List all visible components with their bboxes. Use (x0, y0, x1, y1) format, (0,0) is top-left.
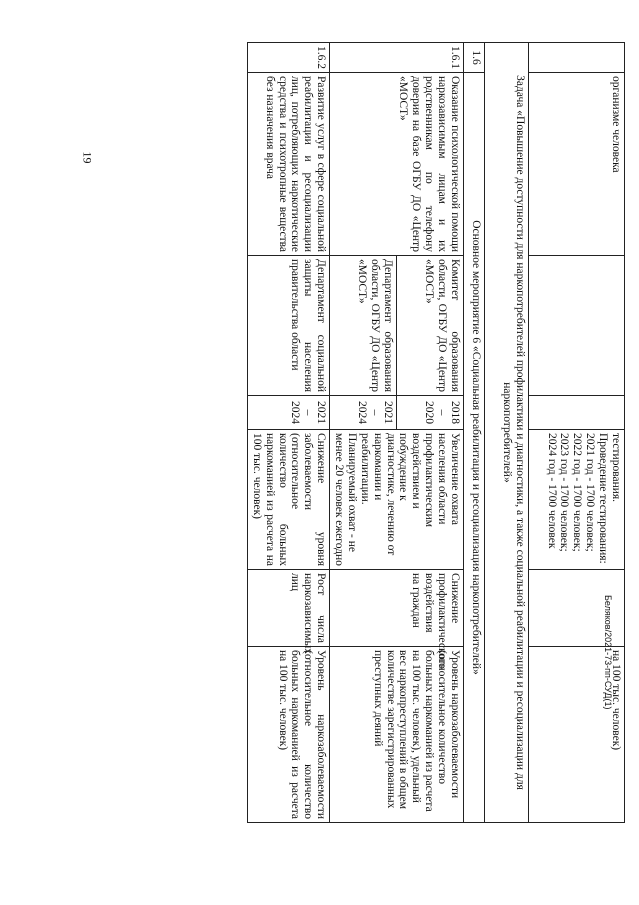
cell-result: тестирования. Проведение тестирования: 2021 год - 1700 человек; 2022 год - 1700 человек; 2023 год - 1700 человек; 2024 год - 1700 человек (529, 430, 625, 570)
table-row (529, 43, 625, 823)
cell-num (529, 43, 625, 73)
page-number: 19 (80, 151, 95, 164)
cell-effect (529, 570, 625, 647)
document-id: Беляков/2021-73-пп-СУД(1) (603, 595, 613, 710)
cell-executor: Департамент социальной защиты населения правительства области (248, 256, 330, 396)
measure-title: Основное мероприятие 6 «Социальная реабилитация и ресоциализация наркопотребителей» (464, 73, 485, 823)
cell-indicator: на 100 тыс. человек) (529, 647, 625, 823)
cell-term: 2021 – 2024 (248, 396, 330, 430)
table-row (464, 43, 485, 823)
table-row (397, 43, 464, 823)
row-number: 1.6.1 (330, 43, 464, 73)
cell-result: Увеличение охвата населения области профилактическим воздействием и побуждение к диагностике, лечению от наркомании и реабилитации. Планируемый охват - не менее 20 человек ежегодно (330, 430, 464, 570)
task-heading: Задача «Повышение доступности для наркопотребителей профилактики и диагностики, а также социальной реабилитации и ресоциализации для наркопотребителей» (485, 43, 529, 823)
cell-term: 2018 – 2020 (397, 396, 464, 430)
cell-indicator: Уровень наркозаболеваемости (относительное количество больных наркоманией из расчета на 100 тыс. человек), удельный вес наркопреступлений в общем количестве зарегистрированных преступных деяний (330, 647, 464, 823)
cell-executor: Департамент образования области, ОГБУ ДО «Центр «МОСТ» (330, 256, 397, 396)
cell-term: 2021 – 2024 (330, 396, 397, 430)
cell-name: Развитие услуг в сфере социальной реабилитации и ресоциализации лиц, потребляющих наркотические средства и психотропные вещества без назначения врача (248, 73, 330, 256)
cell-term (529, 396, 625, 430)
cell-indicator: Уровень наркозаболеваемости (относительное количество больных наркоманией из расчета на 100 тыс. человек) (248, 647, 330, 823)
cell-executor (529, 256, 625, 396)
row-number: 1.6 (464, 43, 485, 73)
cell-name: организме человека (529, 73, 625, 256)
measures-table (247, 42, 625, 823)
cell-executor: Комитет образования области, ОГБУ ДО «Центр «МОСТ» (397, 256, 464, 396)
rotated-table-wrapper (65, 42, 625, 822)
cell-name: Оказание психологической помощи наркозависимым лицам и их родственникам по телефону доверия на базе ОГБУ ДО «Центр «МОСТ» (330, 73, 464, 256)
cell-result: Снижение уровня заболеваемости (относительное количество больных наркоманией из расчета на 100 тыс. человек) (248, 430, 330, 570)
cell-effect: Рост числа наркозависимых лиц (248, 570, 330, 647)
task-row (485, 43, 529, 823)
cell-effect: Снижение профилактического воздействия на граждан (330, 570, 464, 647)
table-row (248, 43, 330, 823)
row-number: 1.6.2 (248, 43, 330, 73)
